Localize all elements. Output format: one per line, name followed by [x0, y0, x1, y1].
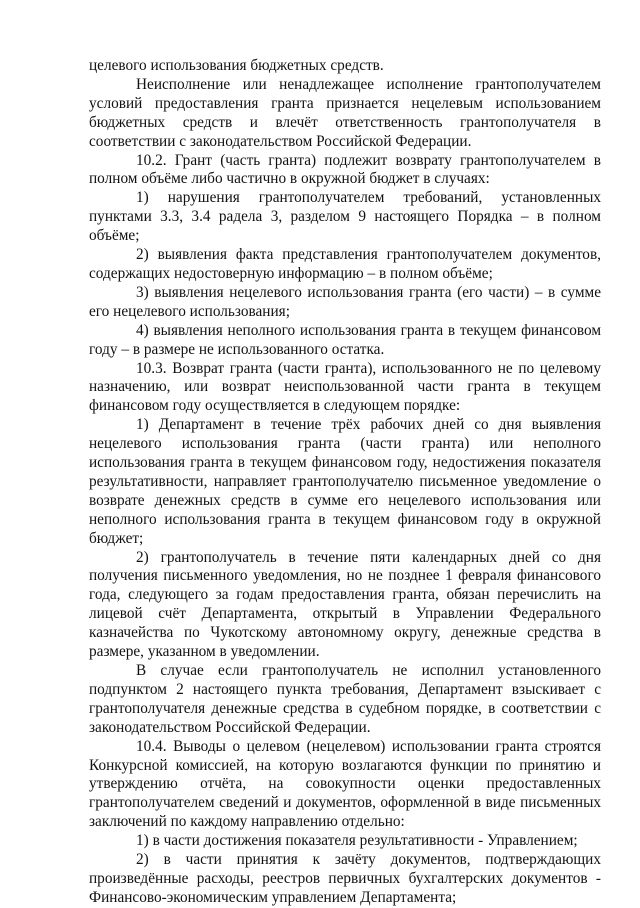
- list-item-10-2-1: 1) нарушения грантополучателем требований, установленных пунктами 3.3, 3.4 радела 3, разделом 9 настоящего Порядка – в полном объёме;: [89, 189, 601, 245]
- list-item-10-4-1: 1) в части достижения показателя результативности - Управлением;: [136, 832, 578, 850]
- paragraph-10-4: 10.4. Выводы о целевом (нецелевом) использовании гранта строятся Конкурсной комиссией, на которую возлагаются функции по принятию и утверждению отчёта, на совокупности оценки предоставленных грантополучателем сведений и документов, оформленной в виде письменных заключений по каждому направлению отдельно:: [89, 737, 601, 831]
- document-page: [89, 57, 601, 908]
- list-item-10-2-3: 3) выявления нецелевого использования гранта (его части) – в сумме его нецелевого использования;: [89, 283, 601, 320]
- list-item-10-3-2: 2) грантополучатель в течение пяти календарных дней со дня получения письменного уведомления, но не позднее 1 февраля финансового года, следующего за годам предоставления гранта, обязан перечислить на лицевой счёт Департамента, открытый в Управлении Федерального казначейства по Чукотскому автономному округу, денежные средства в размере, указанном в уведомлении.: [89, 548, 601, 661]
- list-item-10-2-2: 2) выявления факта представления грантополучателем документов, содержащих недостоверную информацию – в полном объёме;: [89, 246, 601, 282]
- paragraph-enforcement: В случае если грантополучатель не исполнил установленного подпунктом 2 настоящего пункта требования, Департамент взыскивает с грантополучателя денежные средства в судебном порядке, в соответствии с законодательством Российской Федерации.: [89, 662, 601, 736]
- paragraph-continuation: целевого использования бюджетных средств.: [89, 57, 384, 74]
- list-item-10-3-1: 1) Департамент в течение трёх рабочих дней со дня выявления нецелевого использования гранта (части гранта) или неполного использования гранта в текущем финансовом году, недостижения показателя результативности, направляет грантополучателю письменное уведомление о возврате денежных средств в сумме его нецелевого использования или неполного использования гранта в текущем финансовом году в окружной бюджет;: [89, 416, 601, 547]
- list-item-10-2-4: 4) выявления неполного использования гранта в текущем финансовом году – в размере не использованного остатка.: [89, 321, 601, 358]
- list-item-10-4-2: 2) в части принятия к зачёту документов, подтверждающих произведённые расходы, реестров первичных бухгалтерских документов - Финансово-экономическим управлением Департамента;: [89, 851, 601, 906]
- paragraph-nonperformance: Неисполнение или ненадлежащее исполнение грантополучателем условий предоставления гранта признается нецелевым использованием бюджетных средств и влечёт ответственность грантополучателя в соответствии с законодательством Российской Федерации.: [89, 75, 601, 150]
- paragraph-10-3: 10.3. Возврат гранта (части гранта), использованного не по целевому назначению, или возврат неиспользованной части гранта в текущем финансовом году осуществляется в следующем порядке:: [89, 359, 601, 415]
- paragraph-10-2: 10.2. Грант (часть гранта) подлежит возврату грантополучателем в полном объёме либо частично в окружной бюджет в случаях:: [89, 151, 601, 188]
